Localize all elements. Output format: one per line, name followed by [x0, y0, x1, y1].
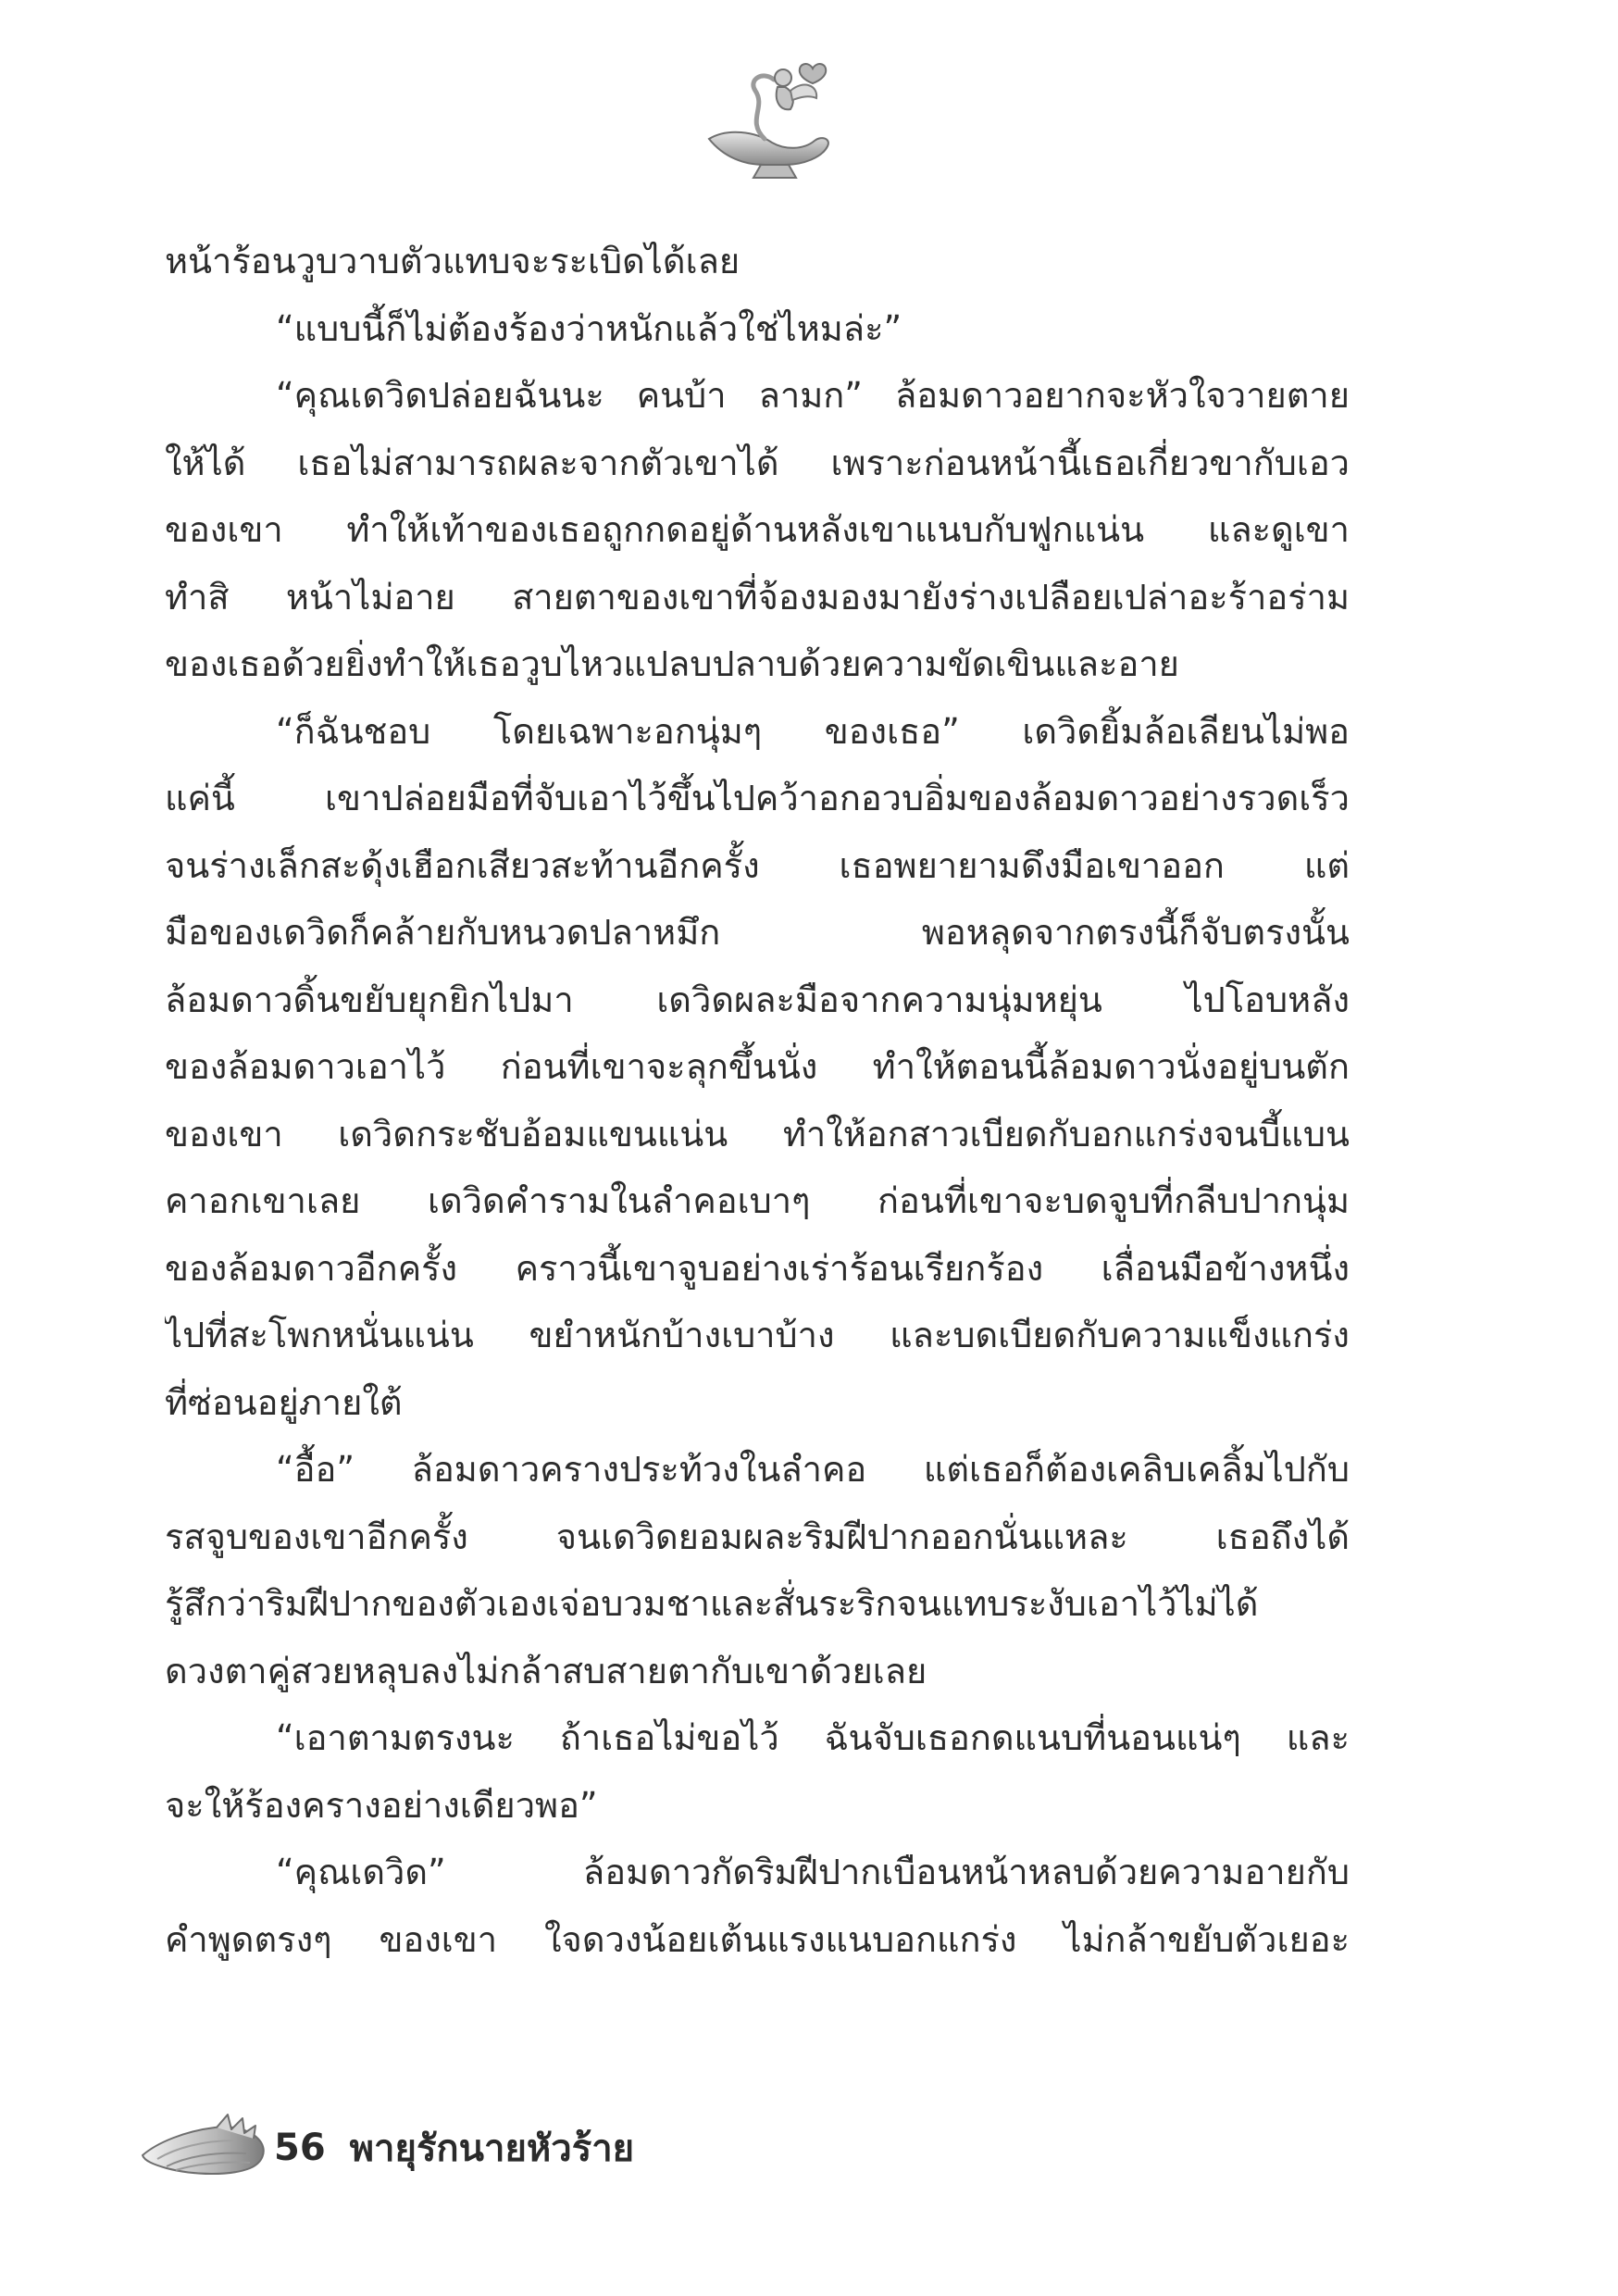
page-footer — [139, 2106, 634, 2190]
body-text — [165, 228, 1350, 1973]
text-line: “ก็ฉันชอบ โดยเฉพาะอกนุ่มๆ ของเธอ” เดวิดยิ้มล้อเลียนไม่พอ — [276, 710, 1350, 752]
text-line: “คุณเดวิดปล่อยฉันนะ คนบ้า ลามก” ล้อมดาวอยากจะหัวใจวายตาย — [276, 375, 1350, 416]
text-line: ของล้อมดาวอีกครั้ง คราวนี้เขาจูบอย่างเร่าร้อนเรียกร้อง เลื่อนมือข้างหนึ่ง — [165, 1247, 1350, 1289]
text-line: หน้าร้อนวูบวาบตัวแทบจะระเบิดได้เลย — [165, 241, 741, 281]
text-line: “เอาตามตรงนะ ถ้าเธอไม่ขอไว้ ฉันจับเธอกดแนบที่นอนแน่ๆ และ — [276, 1717, 1350, 1758]
text-line: ของเธอด้วยยิ่งทำให้เธอวูบไหวแปลบปลาบด้วยความขัดเขินและอาย — [165, 643, 1179, 684]
text-line: ของล้อมดาวเอาไว้ ก่อนที่เขาจะลุกขึ้นนั่ง ทำให้ตอนนี้ล้อมดาวนั่งอยู่บนตัก — [165, 1046, 1350, 1087]
text-line: ให้ได้ เธอไม่สามารถผละจากตัวเขาได้ เพราะก่อนหน้านี้เธอเกี่ยวขากับเอว — [165, 442, 1350, 483]
text-line: ทำสิ หน้าไม่อาย สายตาของเขาที่จ้องมองมายังร่างเปลือยเปล่าอะร้าอร่าม — [165, 576, 1350, 618]
text-line: ที่ซ่อนอยู่ภายใต้ — [165, 1381, 403, 1423]
seashell-icon — [139, 2111, 268, 2185]
text-line: ไปที่สะโพกหนั่นแน่น ขยำหนักบ้างเบาบ้าง และบดเบียดกับความแข็งแกร่ง — [165, 1315, 1350, 1355]
text-line: ดวงตาคู่สวยหลุบลงไม่กล้าสบสายตากับเขาด้วยเลย — [165, 1650, 927, 1691]
text-line: คำพูดตรงๆ ของเขา ใจดวงน้อยเต้นแรงแนบอกแกร่ง ไม่กล้าขยับตัวเยอะ — [165, 1918, 1350, 1960]
text-line: จนร่างเล็กสะดุ้งเฮือกเสียวสะท้านอีกครั้ง เธอพยายามดึงมือเขาออก แต่ — [165, 844, 1350, 886]
book-title: พายุรักนายหัวร้าย — [349, 2128, 635, 2170]
text-line: “แบบนี้ก็ไม่ต้องร้องว่าหนักแล้วใช่ไหมล่ะ” — [276, 307, 902, 349]
text-line: รสจูบของเขาอีกครั้ง จนเดวิดยอมผละริมฝีปากออกนั่นแหละ เธอถึงได้ — [165, 1516, 1350, 1557]
page-number: 56 — [274, 2127, 326, 2169]
text-line: คาอกเขาเลย เดวิดคำรามในลำคอเบาๆ ก่อนที่เขาจะบดจูบที่กลีบปากนุ่ม — [165, 1180, 1350, 1221]
text-line: ของเขา ทำให้เท้าของเธอถูกกดอยู่ด้านหลังเขาแนบกับฟูกแน่น และดูเขา — [165, 509, 1350, 550]
text-line: ของเขา เดวิดกระชับอ้อมแขนแน่น ทำให้อกสาวเบียดกับอกแกร่งจนบี้แบน — [165, 1113, 1350, 1154]
text-line: ล้อมดาวดิ้นขยับยุกยิกไปมา เดวิดผละมือจากความนุ่มหยุ่น ไปโอบหลัง — [165, 979, 1350, 1020]
text-line: รู้สึกว่าริมฝีปากของตัวเองเจ่อบวมชาและสั่นระริกจนแทบระงับเอาไว้ไม่ได้ — [165, 1583, 1259, 1624]
text-line: “คุณเดวิด” ล้อมดาวกัดริมฝีปากเบือนหน้าหลบด้วยความอายกับ — [276, 1852, 1350, 1892]
text-line: จะให้ร้องครางอย่างเดียวพอ” — [165, 1784, 598, 1826]
text-line: “อื้อ” ล้อมดาวครางประท้วงในลำคอ แต่เธอก็ต้องเคลิบเคลิ้มไปกับ — [276, 1449, 1350, 1490]
cupid-lamp-ornament-icon — [700, 54, 839, 183]
text-line: แค่นี้ เขาปล่อยมือที่จับเอาไว้ขึ้นไปคว้าอกอวบอิ่มของล้อมดาวอย่างรวดเร็ว — [165, 778, 1350, 818]
text-line: มือของเดวิดก็คล้ายกับหนวดปลาหมึก พอหลุดจากตรงนี้ก็จับตรงนั้น — [165, 912, 1350, 953]
